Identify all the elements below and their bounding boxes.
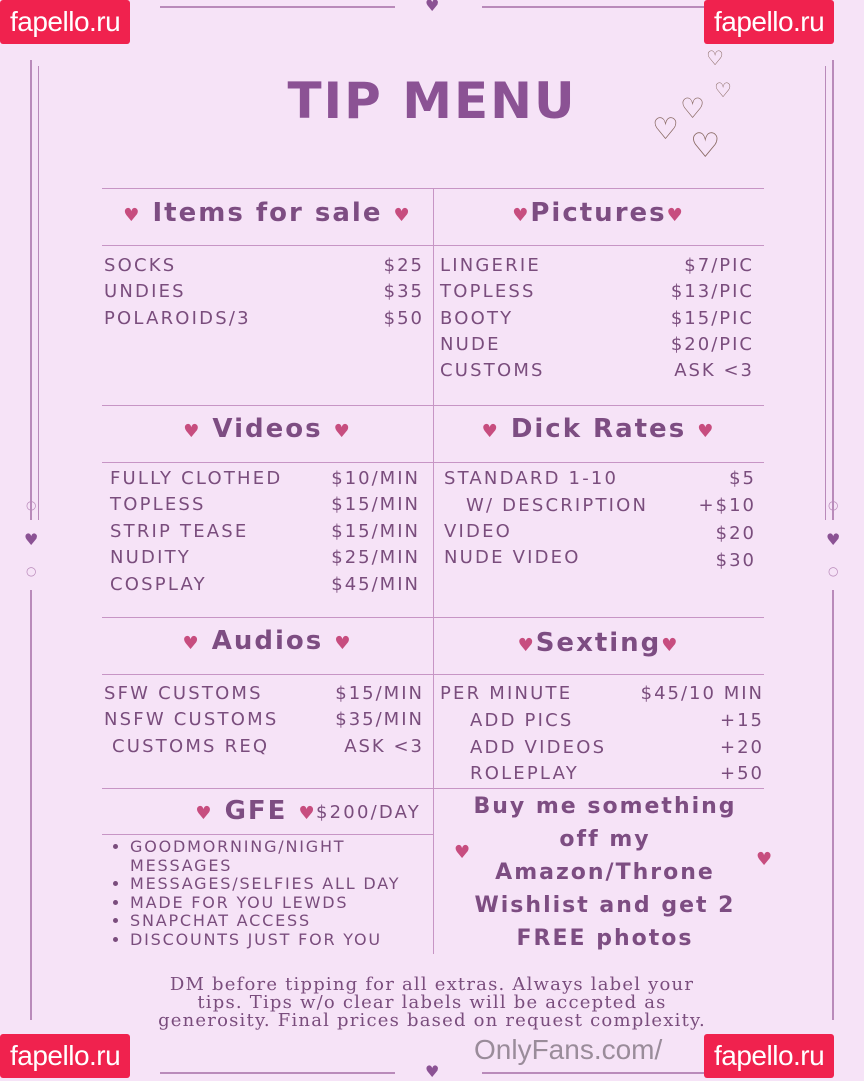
heart-icon: ♥ bbox=[661, 635, 680, 656]
promo-left-heart-icon: ♥ bbox=[454, 842, 471, 863]
list-item: • GOODMORNING/NIGHT MESSAGES bbox=[130, 838, 380, 875]
grid-center-line bbox=[433, 188, 434, 954]
rate-label: VIDEO bbox=[444, 521, 513, 542]
picture-label: LINGERIE bbox=[440, 255, 541, 276]
item-label-polaroids: POLAROIDS/3 bbox=[104, 308, 251, 329]
section-title-dick-rates bbox=[433, 414, 764, 444]
list-item: • SNAPCHAT ACCESS bbox=[130, 912, 400, 931]
audio-price: ASK <3 bbox=[344, 736, 424, 757]
sexting-price: +20 bbox=[720, 737, 764, 758]
frame-top-right bbox=[482, 6, 704, 8]
heart-icon: ♥ bbox=[183, 421, 202, 442]
note-line: generosity. Final prices based on request complexity. bbox=[158, 1010, 706, 1031]
watermark-bottom-right: fapello.ru bbox=[704, 1034, 834, 1078]
picture-price: $7/PIC bbox=[684, 255, 754, 276]
outline-heart-icon: ♡ bbox=[706, 46, 724, 70]
outline-heart-icon: ♡ bbox=[680, 92, 706, 125]
section-title-gfe bbox=[186, 796, 326, 826]
rate-price: $5 bbox=[729, 468, 756, 489]
picture-label: CUSTOMS bbox=[440, 360, 545, 381]
grid-line-8 bbox=[102, 834, 433, 835]
video-label: COSPLAY bbox=[110, 574, 207, 595]
video-label: STRIP TEASE bbox=[110, 521, 249, 542]
frame-bottom-left bbox=[160, 1072, 395, 1074]
bottom-center-heart-icon: ♥ bbox=[425, 1062, 440, 1081]
promo-line: off my bbox=[559, 827, 651, 852]
outline-heart-icon: ♡ bbox=[652, 112, 679, 147]
left-dot-icon: ○ bbox=[26, 498, 37, 512]
rate-price: +$10 bbox=[698, 495, 756, 516]
video-price: $15/MIN bbox=[331, 521, 420, 542]
frame-top-left bbox=[160, 6, 395, 8]
onlyfans-link[interactable]: OnlyFans.com/ bbox=[474, 1034, 663, 1065]
list-item: • MESSAGES/SELFIES ALL DAY bbox=[130, 875, 400, 894]
rate-label: NUDE VIDEO bbox=[444, 547, 581, 568]
section-title-sexting bbox=[433, 628, 764, 658]
video-label: TOPLESS bbox=[110, 494, 206, 515]
section-title-text: Pictures bbox=[530, 198, 667, 228]
watermark-top-left: fapello.ru bbox=[0, 0, 130, 44]
video-price: $15/MIN bbox=[331, 494, 420, 515]
sexting-price: +50 bbox=[720, 763, 764, 784]
note-line: tips. Tips w/o clear labels will be accepted as bbox=[197, 992, 667, 1013]
promo-line: FREE photos bbox=[516, 926, 694, 951]
heart-icon: ♥ bbox=[334, 633, 353, 654]
picture-price: ASK <3 bbox=[674, 360, 754, 381]
section-title-text: Items for sale bbox=[152, 198, 383, 228]
gfe-list bbox=[112, 838, 400, 949]
watermark-bottom-left: fapello.ru bbox=[0, 1034, 130, 1078]
item-price-polaroids: $50 bbox=[383, 308, 424, 329]
sexting-label: ROLEPLAY bbox=[470, 763, 579, 784]
section-title-audios bbox=[102, 626, 433, 656]
heart-icon: ♥ bbox=[697, 421, 716, 442]
heart-icon: ♥ bbox=[666, 205, 685, 226]
video-price: $10/MIN bbox=[331, 468, 420, 489]
audio-price: $35/MIN bbox=[335, 709, 424, 730]
video-price: $25/MIN bbox=[331, 547, 420, 568]
section-title-text: GFE bbox=[224, 796, 288, 826]
promo-line: Buy me something bbox=[473, 794, 737, 819]
heart-icon: ♥ bbox=[517, 635, 536, 656]
watermark-top-right: fapello.ru bbox=[704, 0, 834, 44]
right-dot2-icon: ○ bbox=[828, 564, 839, 578]
rate-price: $20 bbox=[715, 523, 756, 544]
left-side-heart-icon: ♥ bbox=[24, 530, 39, 549]
section-title-videos bbox=[102, 414, 433, 444]
right-dot-icon: ○ bbox=[828, 498, 839, 512]
section-title-pictures bbox=[433, 198, 764, 228]
grid-line-3 bbox=[102, 405, 764, 406]
heart-icon: ♥ bbox=[333, 421, 352, 442]
list-item: • MADE FOR YOU LEWDS bbox=[130, 894, 400, 913]
picture-label: NUDE bbox=[440, 334, 501, 355]
wishlist-promo bbox=[445, 790, 765, 955]
section-title-items bbox=[102, 198, 433, 228]
grid-line-2 bbox=[102, 245, 764, 246]
sexting-price: +15 bbox=[720, 710, 764, 731]
audio-price: $15/MIN bbox=[335, 683, 424, 704]
video-label: NUDITY bbox=[110, 547, 191, 568]
frame-right-top-inner bbox=[825, 66, 826, 520]
picture-price: $15/PIC bbox=[670, 308, 754, 329]
heart-icon: ♥ bbox=[195, 803, 214, 824]
item-label-undies: UNDIES bbox=[104, 281, 186, 302]
picture-label: BOOTY bbox=[440, 308, 514, 329]
rate-label: STANDARD 1-10 bbox=[444, 468, 619, 489]
heart-icon: ♥ bbox=[123, 205, 142, 226]
item-label-socks: SOCKS bbox=[104, 255, 177, 276]
outline-heart-icon: ♡ bbox=[714, 78, 732, 102]
grid-line-6 bbox=[102, 674, 764, 675]
heart-icon: ♥ bbox=[298, 803, 317, 824]
promo-right-heart-icon: ♥ bbox=[756, 849, 773, 870]
tipping-note bbox=[100, 976, 764, 1030]
page-title: TIP MENU bbox=[287, 72, 577, 130]
gfe-price: $200/DAY bbox=[316, 802, 421, 823]
promo-line: Wishlist and get 2 bbox=[474, 893, 736, 918]
section-title-text: Audios bbox=[211, 626, 324, 656]
heart-icon: ♥ bbox=[182, 633, 201, 654]
rate-price: $30 bbox=[715, 550, 756, 571]
frame-left-top-inner bbox=[38, 66, 39, 520]
item-price-undies: $35 bbox=[383, 281, 424, 302]
sexting-label: ADD PICS bbox=[470, 710, 574, 731]
audio-label: SFW CUSTOMS bbox=[104, 683, 263, 704]
sexting-price: $45/10 MIN bbox=[640, 683, 764, 704]
frame-bottom-right bbox=[482, 1072, 704, 1074]
list-item: • DISCOUNTS JUST FOR YOU bbox=[130, 931, 400, 950]
promo-line: Amazon/Throne bbox=[495, 860, 715, 885]
item-price-socks: $25 bbox=[383, 255, 424, 276]
heart-icon: ♥ bbox=[481, 421, 500, 442]
top-center-heart-icon: ♥ bbox=[425, 0, 440, 15]
left-dot2-icon: ○ bbox=[26, 564, 37, 578]
heart-icon: ♥ bbox=[393, 205, 412, 226]
note-line: DM before tipping for all extras. Always label your bbox=[169, 974, 695, 995]
right-side-heart-icon: ♥ bbox=[826, 530, 841, 549]
heart-icon: ♥ bbox=[512, 205, 531, 226]
audio-label: CUSTOMS REQ bbox=[112, 736, 270, 757]
sexting-label: PER MINUTE bbox=[440, 683, 573, 704]
section-title-text: Dick Rates bbox=[510, 414, 687, 444]
video-price: $45/MIN bbox=[331, 574, 420, 595]
frame-left-bottom bbox=[30, 590, 32, 1020]
rate-label: W/ DESCRIPTION bbox=[466, 495, 649, 516]
section-title-text: Videos bbox=[212, 414, 323, 444]
grid-line-7 bbox=[102, 788, 764, 789]
picture-price: $13/PIC bbox=[670, 281, 754, 302]
picture-label: TOPLESS bbox=[440, 281, 536, 302]
outline-heart-icon: ♡ bbox=[690, 126, 721, 166]
grid-line-5 bbox=[102, 617, 764, 618]
section-title-text: Sexting bbox=[535, 628, 662, 658]
frame-right-bottom bbox=[832, 590, 834, 1020]
audio-label: NSFW CUSTOMS bbox=[104, 709, 279, 730]
sexting-label: ADD VIDEOS bbox=[470, 737, 607, 758]
picture-price: $20/PIC bbox=[670, 334, 754, 355]
video-label: FULLY CLOTHED bbox=[110, 468, 283, 489]
grid-line-4 bbox=[102, 462, 764, 463]
grid-line-1 bbox=[102, 188, 764, 189]
